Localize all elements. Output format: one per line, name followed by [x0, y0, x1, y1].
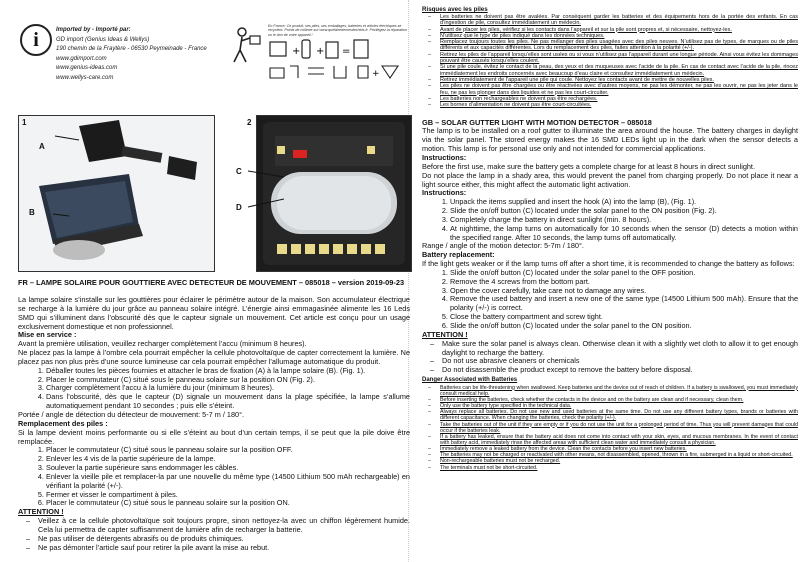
svg-text:+: + — [292, 46, 301, 57]
label-a: A — [39, 142, 45, 151]
importer-url: www.genius-ideas.com — [56, 65, 118, 72]
svg-text:=: = — [342, 46, 351, 57]
list-item: 5. Close the battery compartment and screw tight. — [450, 313, 798, 322]
list-item: – Veillez à ce la cellule photovoltaïque soit toujours propre, sinon nettoyez-la avec un chiffon légèrement humide. Cela lui permettra de capter suffisamment de lumière afin de recharger la batterie. — [18, 517, 410, 535]
list-item: – If a battery has leaked, ensure that the battery acid does not come into contact with your skin, eyes, and mucous membranes. In the event of contact with battery acid, immediately rinse the affected areas with sufficient clean water and immediately consult a physician. — [422, 434, 798, 446]
list-item: 4. At nighttime, the lamp turns on automatically for 10 seconds when the sensor (D) detects a motion within the specified range. After 10 seconds, the lamp turns off automatically. — [450, 225, 798, 243]
list-item: 6. Slide the on/off button (C) located under the solar panel to the ON position. — [450, 322, 798, 331]
list-item: 4. Enlever la vieille pile et remplacer-la par une nouvelle du même type (14500 Lithium 500 mAh rechargeable) en vérifiant la polarité (+/-). — [46, 473, 410, 491]
list-item: – Ne pas démonter l’article sauf pour retirer la pile avant la mise au rebut. — [18, 544, 410, 553]
gb-attention-heading: ATTENTION ! — [422, 329, 468, 339]
list-item: – Make sure the solar panel is always clean. Otherwise clean it with a slightly wet cloth to allow it to get enough daylight to recharge the battery. — [422, 340, 798, 358]
fr-body — [18, 296, 410, 552]
list-item: – The terminals must not be short-circuited. — [422, 465, 798, 471]
fr-attention-list — [18, 517, 410, 552]
fr-range: Portée / angle de détection du détecteur de mouvement: 5-7 m / 180°. — [18, 409, 245, 419]
fr-replace-p: Si la lampe devient moins performante ou si elle s’éteint au bout d’un certain temps, il se peut que la pile doive être remplacée. — [18, 427, 410, 446]
figure-1-label: 1 — [22, 118, 27, 127]
list-item: 6. Placer le commutateur (C) situé sous le panneau solaire sur la position ON. — [46, 499, 410, 508]
list-item: – Do not disassemble the product except to remove the battery before disposal. — [422, 366, 798, 375]
list-item: 2. Slide the on/off button (C) located under the solar panel to the ON position (Fig. 2). — [450, 207, 798, 216]
label-d: D — [236, 203, 242, 212]
list-item: – Non-rechargeable batteries must not be recharged. — [422, 458, 798, 464]
list-item: – Les bornes d’alimentation ne doivent pas être court-circuitées. — [422, 102, 798, 108]
gb-instr-p1: Before the first use, make sure the battery gets a complete charge for at least 8 hours in direct sunlight. — [422, 161, 755, 171]
importer-line: GD import (Genius Ideas & Wellys) — [56, 36, 150, 43]
importer-text — [56, 26, 226, 84]
svg-text:+: + — [372, 69, 380, 79]
list-item: – The batteries may not be charged or reactivated with other means, not disassembled, opened, thrown in a fire, submerged in a liquid or short-circuited. — [422, 452, 798, 458]
list-item: – Les batteries non rechargeables ne doivent pas être rechargées. — [422, 96, 798, 102]
list-item: 3. Completely charge the battery in direct sunlight (min. 8 hours). — [450, 216, 798, 225]
svg-text:+: + — [316, 46, 325, 57]
gb-risk-list — [422, 385, 798, 471]
figure-photos — [18, 115, 410, 275]
recycling-pictograms-icon — [268, 38, 408, 82]
gb-body — [422, 127, 798, 375]
list-item: – Avant de placer les piles, vérifiez si les contacts dans l’appareil et sur la pile sont propres et, si nécessaire, nettoyez-les. — [422, 27, 798, 33]
recycle-person-icon — [228, 26, 264, 66]
list-item: – Before inserting the batteries, check whether the contacts in the device and on the battery are clean and if necessary, clean them. — [422, 397, 798, 403]
list-item: – Always replace all batteries. Do not use new and used batteries at the same time. Do not use any different battery types, brands or batteries with different capacitance. When changing the batteries, check the polarity (+/-). — [422, 409, 798, 421]
list-item: – Immediately remove a leaked battery from the device. Clean the contacts before you insert new batteries. — [422, 446, 798, 452]
list-item: – N’utilisez que le type de piles indiqué dans les données techniques. — [422, 33, 798, 39]
recycling-info — [228, 24, 408, 86]
list-item: – Retirez immédiatement de l’appareil une pile qui coule. Nettoyez les contacts avant de mettre de nouvelles piles. — [422, 77, 798, 83]
list-item: – Les piles ne doivent pas être chargées ou être réactivées avec d’autres moyens, ne pas les démonter, ne pas les ouvrir, ne pas les jeter dans le feu, ne pas les plonger dans des liquides et ne pas les court-circuiter. — [422, 83, 798, 96]
list-item: 4. Dans l’obscurité, dès que le capteur (D) signale un mouvement dans la plage spécifiée, la lampe s’allume automatiquement pendant 10 secondes ; puis elle s’éteint. — [46, 393, 410, 411]
figure-1-photo — [18, 115, 215, 272]
solar-lamp-illustration — [19, 116, 214, 271]
importer-line: Imported by - Importé par: — [56, 27, 131, 33]
label-b: B — [29, 208, 35, 217]
fr-setup-p1: Avant la première utilisation, veuillez recharger complètement l’accu (minimum 8 heures). — [18, 339, 307, 349]
list-item: – Retirez les piles de l’appareil lorsqu’elles sont usées ou si vous n’utilisez pas l’appareil durant une longue période. Ainsi vous évitez les dommages pouvant être causés lorsqu’elles coulent. — [422, 52, 798, 65]
fr-replace-heading: Remplacement des piles : — [18, 418, 108, 428]
gb-risk-title: Danger Associated with Batteries — [422, 377, 518, 384]
list-item: 4. Remove the used battery and insert a new one of the same type (14500 Lithium 500 mAh). Ensure that the polarity (+/-) is correct. — [450, 295, 798, 313]
fr-setup-heading: Mise en service : — [18, 330, 77, 340]
figure-2-label: 2 — [247, 118, 252, 127]
list-item: – Only use the battery type specified in the technical data. — [422, 403, 798, 409]
list-item: 1. Placer le commutateur (C) situé sous le panneau solaire sur la position OFF. — [46, 446, 410, 455]
gb-instr-heading: Instructions: — [422, 152, 467, 162]
list-item: 3. Soulever la partie supérieure sans endommager les câbles. — [46, 464, 410, 473]
importer-url: www.wellys-care.com — [56, 74, 114, 81]
fr-title: FR – LAMPE SOLAIRE POUR GOUTTIERE AVEC DETECTEUR DE MOUVEMENT – 085018 – version 2019-09-23 — [18, 278, 405, 287]
fr-replace-steps — [18, 446, 410, 508]
gb-attention-list — [422, 340, 798, 375]
callout-lines — [244, 163, 284, 223]
list-item: 1. Unpack the items supplied and insert the hook (A) into the lamp (B), (Fig. 1). — [450, 198, 798, 207]
list-item: 2. Placer le commutateur (C) situé sous le panneau solaire sur la position ON (Fig. 2). — [46, 376, 410, 385]
list-item: – Take the batteries out of the unit if they are empty or if you do not use the unit for a prolonged period of time. Thus you will prevent damages that could occur if the batteries leak. — [422, 422, 798, 434]
list-item: 1. Slide the on/off button (C) located under the solar panel to the OFF position. — [450, 269, 798, 278]
gb-replace-steps — [422, 269, 798, 331]
gb-intro: The lamp is to be installed on a roof gutter to illuminate the area around the house. The battery charges in daylight via the solar panel. The stored energy makes the 16 SMD LEDs light up in the dark when the sensor detects a motion. This lamp is for personal use only and not intended for commercial applications. — [422, 126, 798, 154]
list-item: – Les batteries ne doivent pas être avalées. Par conséquent garder les batteries et des équipements hors de la portée des enfants. En cas d’ingestion de pile, consultez immédiatement un médecin. — [422, 14, 798, 27]
fr-risk-title: Risques avec les piles — [422, 6, 488, 13]
fr-intro: La lampe solaire s’installe sur les gouttières pour éclairer le périmètre autour de la maison. Son accumulateur électrique se recharge à la lumière du jour grâce au panneau solaire intégré. L’énergie ainsi emmagasinée alimente les 16 Leds SMD qui s’illuminent dans l’obscurité dès que le capteur signale un mouvement. Cet article est conçu pour un usage exclusivement domestique et non professionnel. — [18, 295, 410, 331]
list-item: – Do not use abrasive cleaners or chemicals — [422, 357, 798, 366]
list-item: 3. Charger complètement l’accu à la lumière du jour (minimum 8 heures). — [46, 384, 410, 393]
list-item: 2. Enlever les 4 vis de la partie supérieure de la lampe. — [46, 455, 410, 464]
right-column — [422, 6, 798, 471]
list-item: – Remplacez toujours toutes les piles. Ne pas mélanger des piles usagées avec des piles neuves. N’utilisez pas de types, de marques ou de piles différents et aux capacités différentes. Lors du remplacement des piles, faites attention à la polarité (+/-). — [422, 39, 798, 52]
list-item: – Si une pile coule, évitez le contact de la peau, des yeux et des muqueuses avec l’acide de la pile. En cas de contact avec l’acide de la pile, rincez immédiatement les endroits concernés avec beaucoup d’eau claire et consultez immédiatement un médecin. — [422, 64, 798, 77]
label-c: C — [236, 167, 242, 176]
fr-risk-list — [422, 14, 798, 108]
gb-replace-p: If the light gets weaker or if the lamp turns off after a short time, it is recommended to change the battery as follows: — [422, 259, 795, 269]
gb-range: Range / angle of the motion detector: 5-7m / 180°. — [422, 241, 584, 251]
fr-attention-heading: ATTENTION ! — [18, 507, 64, 517]
list-item: 5. Fermer et visser le compartiment à piles. — [46, 491, 410, 500]
list-item: – Ne pas utiliser de détergents abrasifs ou de produits chimiques. — [18, 535, 410, 544]
importer-block — [18, 10, 218, 98]
gb-title: GB – SOLAR GUTTER LIGHT WITH MOTION DETECTOR – 085018 — [422, 118, 652, 128]
importer-line: 190 chemin de la Fraytère - 06530 Peymeinade - France — [56, 46, 207, 53]
gb-steps — [422, 198, 798, 242]
importer-url: www.gdimport.com — [56, 55, 107, 62]
gb-instr-heading-2: Instructions: — [422, 188, 467, 198]
recycling-note: En France: Ce produit, ses piles, ses emballages, batteries et articles électriques se recyclent. Points de collecte sur www.quefairedemesdechets.fr. Privilégiez la réparation ou le don de votre appareil ! — [268, 24, 407, 37]
fr-setup-steps — [18, 367, 410, 411]
gb-instr-p2: Do not place the lamp in a shady area, this would prevent the panel from charging properly. Do not place it near a light source either, this might affect the automatic light activation. — [422, 170, 798, 189]
list-item: 3. Open the cover carefully, take care not to damage any wires. — [450, 287, 798, 296]
fr-setup-p2: Ne placez pas la lampe à l’ombre cela pourrait empêcher la cellule photovoltaïque de capter correctement la lumière. Ne placez pas non plus près d’une source lumineuse car cela pourrait empêcher l’allumage automatique du produit. — [18, 348, 410, 366]
info-icon: i — [20, 24, 52, 56]
list-item: 2. Remove the 4 screws from the bottom part. — [450, 278, 798, 287]
list-item: 1. Déballer toutes les pièces fournies et attacher le bras de fixation (A) à la lampe solaire (B). (Fig. 1). — [46, 367, 410, 376]
list-item: – Batteries can be life-threatening when swallowed. Keep batteries and the device out of reach of children. If a battery is swallowed, you must immediately consult medical help. — [422, 385, 798, 397]
gb-replace-heading: Battery replacement: — [422, 250, 495, 260]
